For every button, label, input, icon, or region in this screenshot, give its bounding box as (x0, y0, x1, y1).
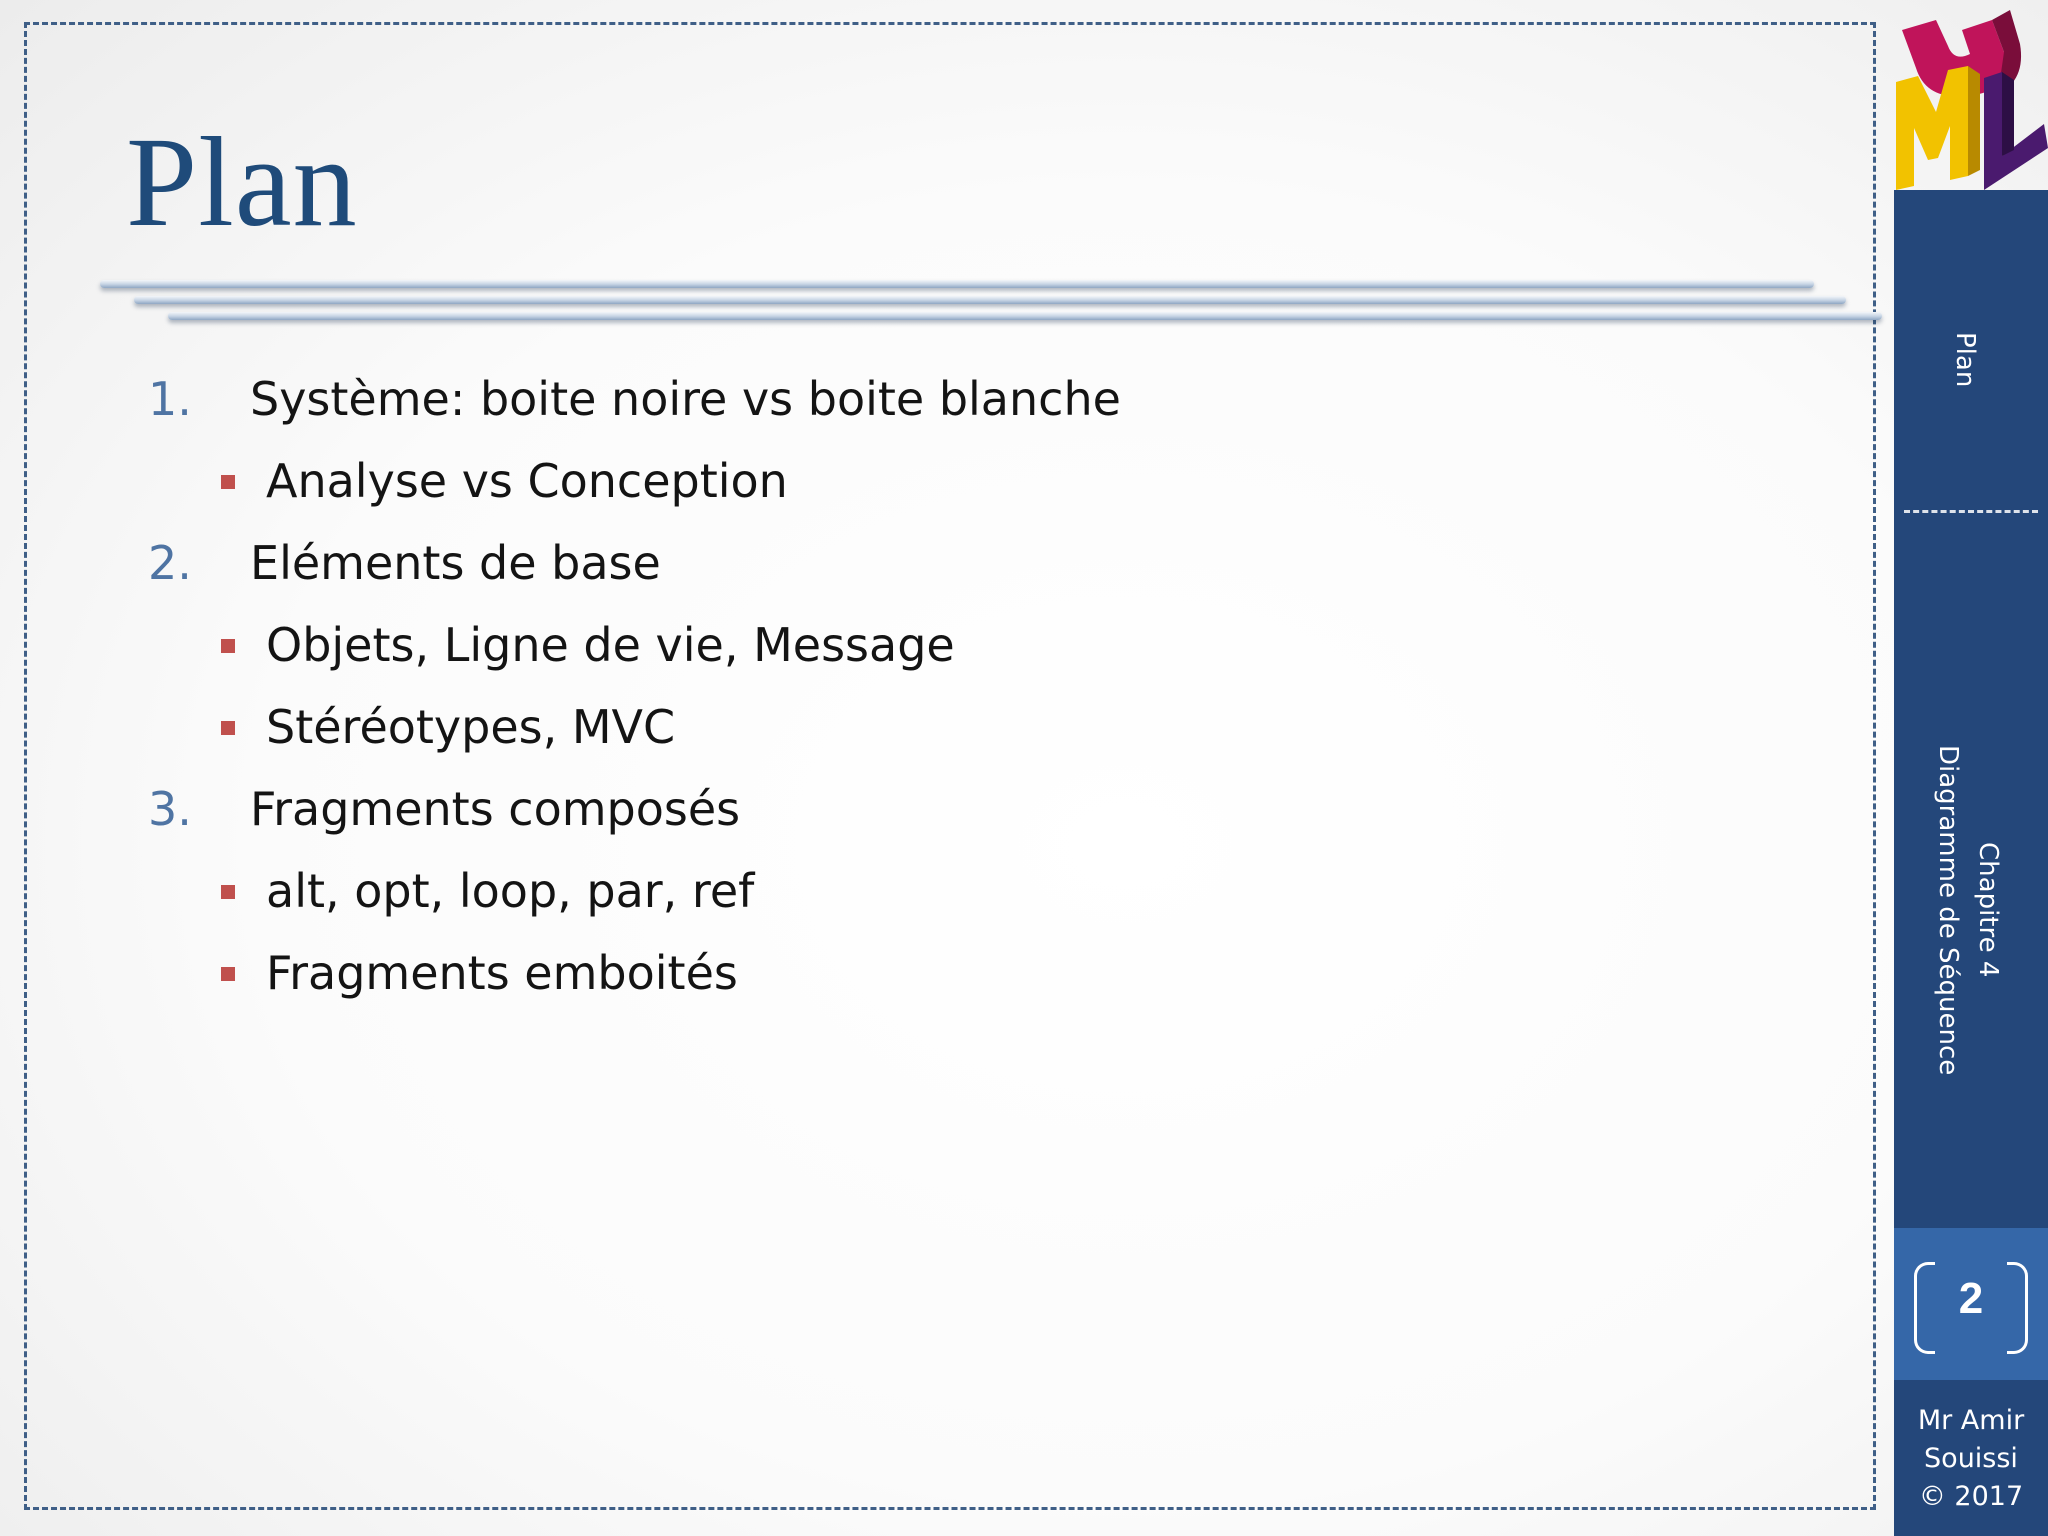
title-rule (134, 296, 1846, 304)
chapter-label (1928, 690, 2008, 1130)
chapter-number: Chapitre 4 (1973, 842, 2003, 978)
slide-title: Plan (126, 111, 358, 253)
sidebar-divider (1904, 510, 2038, 513)
section-label: Plan (1950, 332, 1980, 388)
author-credit (1894, 1402, 2048, 1516)
agenda-subitem: Analyse vs Conception (266, 454, 788, 508)
agenda-item: Système: boite noire vs boite blanche (250, 372, 1121, 426)
page-number-box (1914, 1262, 2028, 1352)
page-number: 2 (1958, 1274, 1984, 1323)
bullet-icon (221, 885, 235, 899)
agenda-subitem: Objets, Ligne de vie, Message (266, 618, 955, 672)
agenda-subitem: Stéréotypes, MVC (266, 700, 676, 754)
uml-logo-icon (1888, 0, 2048, 190)
agenda-item: Eléments de base (250, 536, 661, 590)
title-rule (100, 280, 1814, 288)
bullet-icon (221, 475, 235, 489)
agenda-number: 1. (148, 372, 192, 426)
agenda-item: Fragments composés (250, 782, 741, 836)
copyright-year: © 2017 (1918, 1481, 2024, 1512)
agenda-number: 3. (148, 782, 192, 836)
author-surname: Souissi (1924, 1443, 2018, 1474)
bullet-icon (221, 967, 235, 981)
agenda-subitem: Fragments emboités (266, 946, 738, 1000)
chapter-title: Diagramme de Séquence (1933, 744, 1963, 1076)
author-name: Mr Amir (1917, 1405, 2025, 1436)
agenda-number: 2. (148, 536, 192, 590)
title-rule (168, 312, 1882, 320)
bullet-icon (221, 639, 235, 653)
sidebar (1894, 190, 2048, 1536)
bullet-icon (221, 721, 235, 735)
agenda-subitem: alt, opt, loop, par, ref (266, 864, 755, 918)
